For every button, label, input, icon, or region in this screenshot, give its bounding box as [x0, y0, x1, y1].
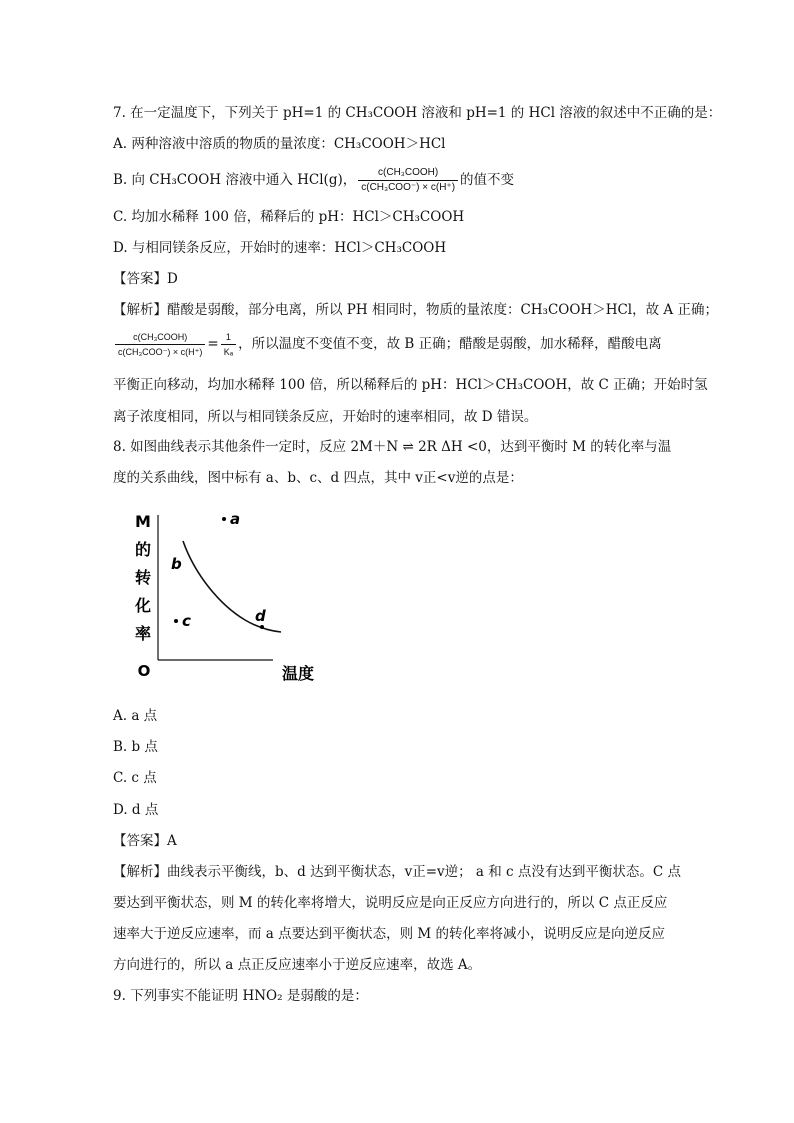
- point-d: [260, 625, 264, 629]
- q8-explanation-2: 要达到平衡状态，则 M 的转化率将增大，说明反应是向正反应方向进行的，所以 C 点正反应: [113, 895, 668, 911]
- y-axis-label-char: M: [135, 512, 151, 531]
- q8-explanation-3: 速率大于逆反应速率，而 a 点要达到平衡状态，则 M 的转化率将减小，说明反应是向逆反应: [113, 926, 666, 942]
- x-axis-label: 温度: [281, 664, 315, 683]
- point-a-label: a: [230, 510, 241, 528]
- q7-option-a: A. 两种溶液中溶质的物质的量浓度：CH₃COOH＞HCl: [113, 136, 446, 152]
- q7-answer: 【答案】D: [113, 271, 178, 287]
- q8-stem-2: 度的关系曲线，图中标有 a、b、c、d 四点，其中 v正<v逆的点是：: [113, 470, 523, 486]
- q7-explanation-3: 平衡正向移动，均加水稀释 100 倍，所以稀释后的 pH：HCl＞CH₃COOH，故 C 正确；开始时氢: [113, 377, 708, 393]
- q7-explanation-1: 【解析】醋酸是弱酸，部分电离，所以 PH 相同时，物质的量浓度：CH₃COOH＞HCl，故 A 正确；: [113, 302, 718, 318]
- point-c: [174, 619, 178, 623]
- q9-stem: 9. 下列事实不能证明 HNO₂ 是弱酸的是：: [113, 988, 368, 1004]
- q7-option-b: [113, 166, 514, 195]
- q7-option-b-tail: 的值不变: [460, 172, 515, 188]
- q8-explanation-1: 【解析】曲线表示平衡线，b、d 达到平衡状态，v正=v逆； a 和 c 点没有达到平衡状态。C 点: [113, 864, 682, 880]
- fraction-numerator: c(CH₃COOH): [378, 167, 439, 178]
- fraction-denominator: c(CH₃COO⁻) × c(H⁺): [358, 180, 458, 195]
- y-axis-label-char: 化: [134, 596, 152, 615]
- q8-answer: 【答案】A: [113, 833, 177, 849]
- q7-explanation-fraction: [115, 330, 205, 359]
- q7-explanation-2: $\frac{\text{c(CH₃COOH)}}{\text{c(CH₃COO⁻) × c(H⁺)}}$ = $\frac{1}{\text{Kₐ}}$ ，所以温度不变值不变，故 B 正确；醋酸是弱酸，加水稀释，醋酸电离: [113, 330, 662, 359]
- q7-option-c: C. 均加水稀释 100 倍，稀释后的 pH：HCl＞CH₃COOH: [113, 209, 465, 225]
- q8-explanation-4: 方向进行的，所以 a 点正反应速率小于逆反应速率，故选 A。: [113, 957, 482, 973]
- q8-option-b: B. b 点: [113, 739, 158, 755]
- point-d-label: d: [255, 607, 266, 625]
- fraction-denominator: Kₐ: [221, 344, 236, 359]
- y-axis-label-char: 的: [134, 540, 152, 559]
- fraction-numerator: 1: [225, 332, 231, 342]
- q7-explanation-ka-fraction: [221, 330, 236, 359]
- fraction-numerator: c(CH₃COOH): [133, 332, 188, 342]
- y-axis-label-char: 率: [134, 624, 152, 643]
- q8-stem-1: 8. 如图曲线表示其他条件一定时，反应 2M＋N ⇌ 2R ΔH <0，达到平衡时 M 的转化率与温: [113, 439, 672, 455]
- equilibrium-curve: [183, 541, 281, 632]
- q7-explanation-4: 离子浓度相同，所以与相同镁条反应，开始时的速率相同，故 D 错误。: [113, 409, 538, 425]
- fraction-denominator: c(CH₃COO⁻) × c(H⁺): [115, 344, 205, 359]
- q8-figure: [125, 505, 325, 685]
- y-axis-label-char: 转: [134, 568, 152, 587]
- point-b-label: b: [171, 555, 182, 573]
- q7-stem: 7. 在一定温度下，下列关于 pH=1 的 CH₃COOH 溶液和 pH=1 的 HCl 溶液的叙述中不正确的是：: [113, 105, 722, 121]
- q8-option-d: D. d 点: [113, 802, 159, 818]
- q8-option-a: A. a 点: [113, 708, 158, 724]
- point-a: [222, 517, 226, 521]
- q7-explanation-2-text: ，所以温度不变值不变，故 B 正确；醋酸是弱酸，加水稀释，醋酸电离: [238, 336, 662, 352]
- q7-option-b-text: B. 向 CH₃COOH 溶液中通入 HCl(g)，: [113, 172, 357, 188]
- q8-option-c: C. c 点: [113, 770, 157, 786]
- q7-option-d: D. 与相同镁条反应，开始时的速率：HCl＞CH₃COOH: [113, 240, 447, 256]
- origin-label: O: [137, 662, 151, 680]
- q7-option-b-fraction: [358, 166, 458, 195]
- point-c-label: c: [182, 612, 191, 630]
